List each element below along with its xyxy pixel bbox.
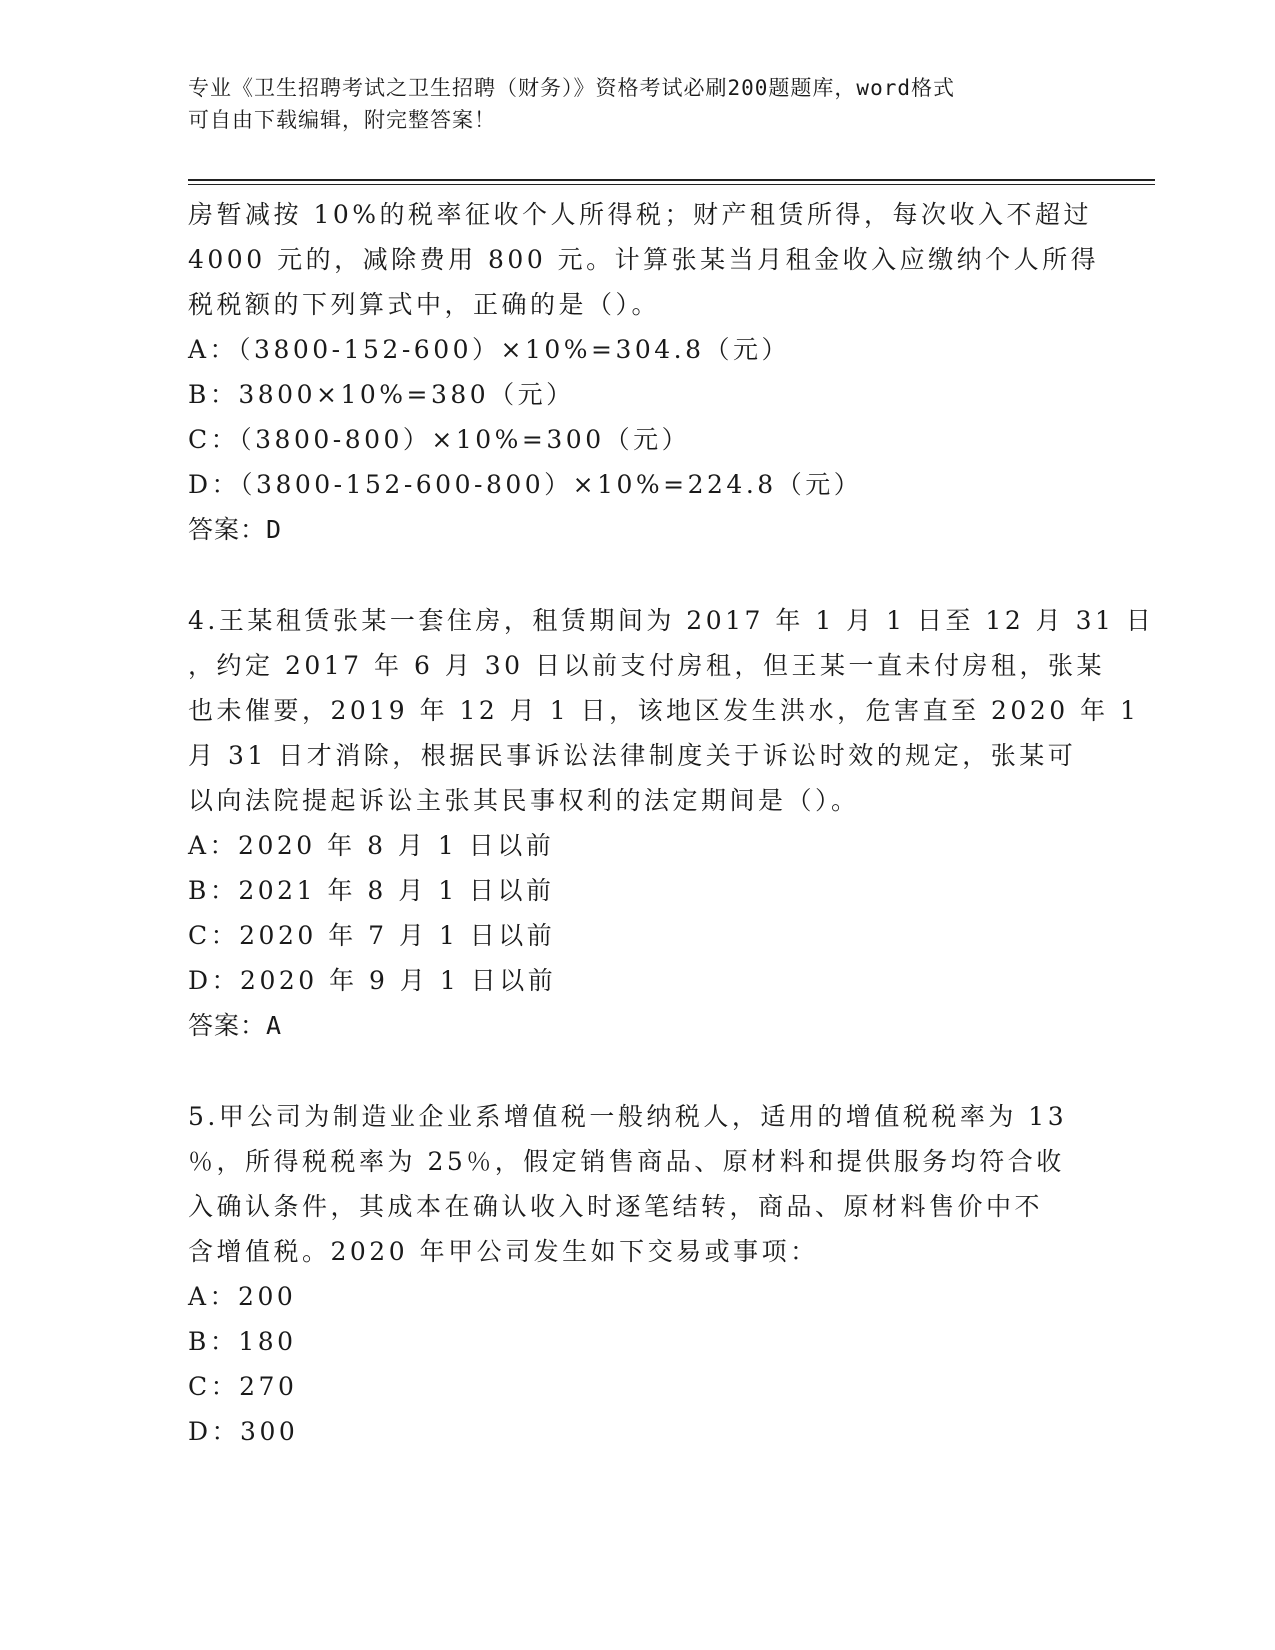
document-body: [188, 192, 1155, 1454]
question-text-line: ，约定 2017 年 6 月 30 日以前支付房租，但王某一直未付房租，张某: [188, 651, 1106, 680]
question-text-line: 含增值税。2020 年甲公司发生如下交易或事项：: [188, 1237, 819, 1266]
option-c: C：2020 年 7 月 1 日以前: [188, 921, 556, 950]
option-b: B：3800×10%=380（元）: [188, 380, 575, 409]
header-title-line-2: 可自由下载编辑，附完整答案！: [188, 108, 496, 132]
question-text-line: 以向法院提起诉讼主张其民事权利的法定期间是（）。: [188, 786, 860, 815]
option-b: B：2021 年 8 月 1 日以前: [188, 876, 555, 905]
option-d: D：（3800-152-600-800）×10%=224.8（元）: [188, 470, 863, 499]
question-text-line: 4.王某租赁张某一套住房，租赁期间为 2017 年 1 月 1 日至 12 月 31 日: [188, 606, 1155, 635]
option-a: A：200: [188, 1282, 297, 1311]
question-text-line: 5.甲公司为制造业企业系增值税一般纳税人，适用的增值税税率为 13: [188, 1102, 1068, 1131]
header-divider-thin: [188, 184, 1155, 185]
spacer: [188, 552, 1088, 598]
answer-label: 答案：D: [188, 515, 283, 544]
option-a: A：2020 年 8 月 1 日以前: [188, 831, 555, 860]
document-header: [188, 72, 1068, 136]
question-text-line: ％，所得税税率为 25％，假定销售商品、原材料和提供服务均符合收: [188, 1147, 1065, 1176]
option-c: C：（3800-800）×10%=300（元）: [188, 425, 691, 454]
answer-label: 答案：A: [188, 1011, 283, 1040]
option-d: D：2020 年 9 月 1 日以前: [188, 966, 557, 995]
question-text-line: 入确认条件，其成本在确认收入时逐笔结转，商品、原材料售价中不: [188, 1192, 1044, 1221]
option-a: A：（3800-152-600）×10%=304.8（元）: [188, 335, 791, 364]
option-b: B：180: [188, 1327, 297, 1356]
option-c: C：270: [188, 1372, 298, 1401]
option-d: D：300: [188, 1417, 299, 1446]
question-text-line: 月 31 日才消除，根据民事诉讼法律制度关于诉讼时效的规定，张某可: [188, 741, 1077, 770]
question-text-line: 房暂减按 10%的税率征收个人所得税；财产租赁所得，每次收入不超过: [188, 200, 1093, 229]
question-4-block: [188, 598, 1155, 1048]
header-divider-thick: [188, 179, 1155, 181]
question-text-line: 税税额的下列算式中，正确的是（）。: [188, 290, 661, 319]
question-text-line: 也未催要，2019 年 12 月 1 日，该地区发生洪水，危害直至 2020 年 1: [188, 696, 1140, 725]
question-3-block: [188, 192, 1100, 552]
question-5-block: [188, 1094, 1088, 1454]
spacer: [188, 1048, 1088, 1094]
question-text-line: 4000 元的，减除费用 800 元。计算张某当月租金收入应缴纳个人所得: [188, 245, 1100, 274]
header-title-line-1: 专业《卫生招聘考试之卫生招聘（财务）》资格考试必刷200题题库，word格式: [188, 76, 955, 100]
